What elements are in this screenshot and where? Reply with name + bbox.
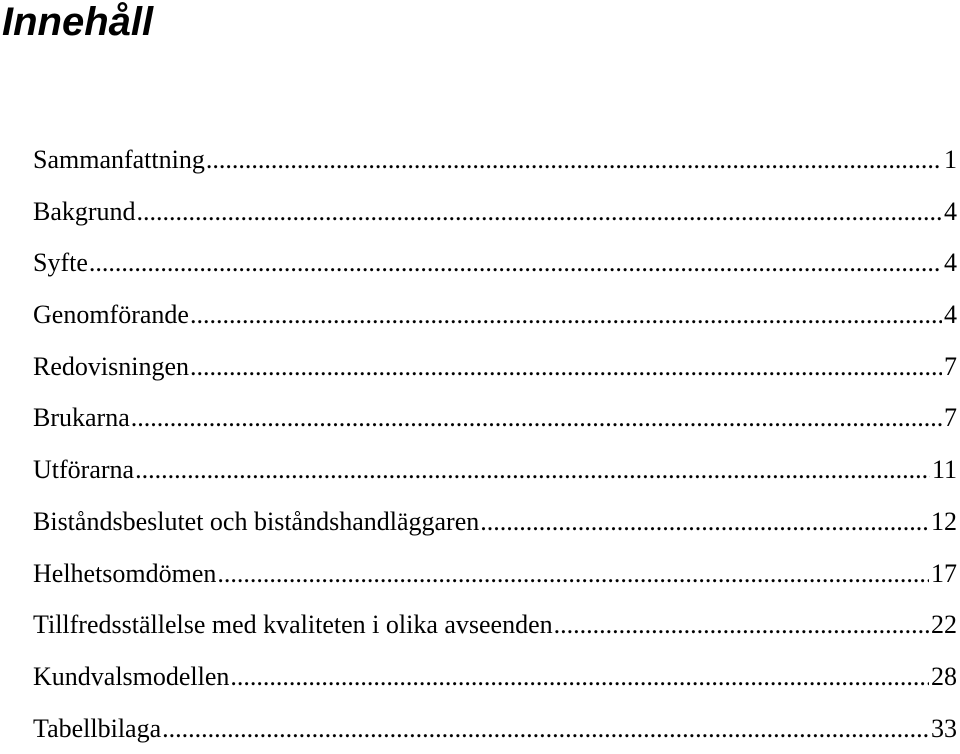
toc-entry[interactable] — [33, 703, 957, 754]
toc-entry-page: 4 — [944, 248, 957, 278]
toc-dot-leader — [135, 444, 930, 496]
toc-dot-leader — [206, 134, 942, 186]
toc-dot-leader — [217, 548, 929, 600]
toc-dot-leader — [230, 651, 929, 703]
toc-entry-page: 4 — [944, 196, 957, 226]
toc-dot-leader — [480, 496, 929, 548]
toc-entry-title: Sammanfattning — [33, 145, 205, 174]
toc-entry[interactable] — [33, 392, 957, 444]
toc-entry-page: 17 — [931, 558, 957, 588]
toc-entry-page: 1 — [944, 145, 957, 174]
toc-entry-page: 4 — [944, 300, 957, 330]
toc-entry-title: Tillfredsställelse med kvaliteten i olika avseenden — [33, 610, 553, 640]
table-of-contents — [33, 134, 957, 754]
toc-entry[interactable] — [33, 289, 957, 341]
toc-dot-leader — [89, 237, 942, 289]
toc-entry-page: 7 — [944, 351, 957, 381]
toc-dot-leader — [137, 186, 942, 238]
toc-dot-leader — [554, 599, 929, 651]
toc-entry[interactable] — [33, 599, 957, 651]
toc-entry-page: 33 — [931, 713, 957, 743]
toc-entry-title: Biståndsbeslutet och biståndshandläggaren — [33, 506, 480, 536]
toc-entry-page: 7 — [944, 403, 957, 433]
toc-entry-title: Utförarna — [33, 455, 135, 485]
toc-entry[interactable] — [33, 341, 957, 393]
toc-entry[interactable] — [33, 444, 957, 496]
toc-entry[interactable] — [33, 134, 957, 186]
toc-entry[interactable] — [33, 237, 957, 289]
toc-entry-page: 28 — [931, 661, 957, 691]
toc-entry[interactable] — [33, 186, 957, 238]
toc-entry[interactable] — [33, 651, 957, 703]
toc-entry-page: 11 — [931, 455, 957, 485]
toc-entry-title: Tabellbilaga — [33, 713, 162, 743]
toc-dot-leader — [162, 703, 929, 754]
toc-entry[interactable] — [33, 496, 957, 548]
toc-entry-title: Helhetsomdömen — [33, 558, 217, 588]
toc-entry[interactable] — [33, 548, 957, 600]
toc-entry-page: 12 — [931, 506, 957, 536]
toc-dot-leader — [131, 392, 942, 444]
toc-entry-title: Kundvalsmodellen — [33, 661, 230, 691]
toc-heading: Innehåll — [2, 0, 154, 44]
toc-entry-title: Brukarna — [33, 403, 130, 433]
toc-entry-title: Syfte — [33, 248, 88, 278]
toc-dot-leader — [190, 289, 942, 341]
toc-entry-title: Bakgrund — [33, 196, 136, 226]
toc-entry-title: Redovisningen — [33, 351, 189, 381]
toc-dot-leader — [190, 341, 942, 393]
toc-entry-page: 22 — [931, 610, 957, 640]
toc-entry-title: Genomförande — [33, 300, 189, 330]
